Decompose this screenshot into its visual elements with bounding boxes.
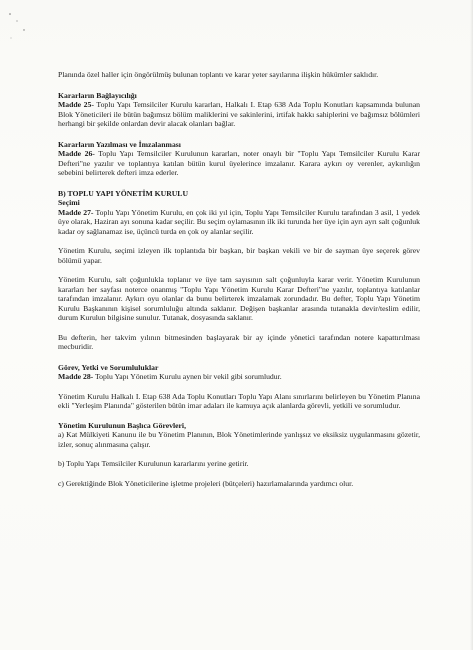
- part-b-subheading: Seçimi: [58, 198, 80, 207]
- article-25-label: Madde 25-: [58, 100, 94, 109]
- duty-item-b: b) Toplu Yapı Temsilciler Kurulunun kararlarını yerine getirir.: [58, 459, 249, 468]
- article-28-label: Madde 28-: [58, 372, 94, 381]
- article-26: [58, 149, 420, 178]
- document-body: [58, 70, 420, 488]
- duty-item-c: c) Gerektiğinde Blok Yöneticilerine işletme projeleri (bütçeleri) hazırlamalarında yardımcı olur.: [58, 478, 354, 488]
- duties-heading: Görev, Yetki ve Sorumluluklar: [58, 362, 159, 372]
- continuation-paragraph: Planında özel haller için öngörülmüş bulunan toplantı ve karar yeter sayılarına ilişkin hükümler saklıdır.: [58, 70, 379, 79]
- article-26-label: Madde 26-: [58, 149, 95, 158]
- scan-corner-marks: [6, 8, 36, 48]
- article-27: [58, 208, 420, 237]
- article-25-text: Toplu Yapı Temsilciler Kurulu kararları, Halkalı I. Etap 638 Ada Toplu Konutları kapsamında bulunan Blok Yöneticileri ile bütün bağımsız bölüm maliklerini ve sakinlerini, irtifak hakkı sahiplerini ve bağımsız bölümleri herhangi bir şekilde onlardan devir alacak olanları bağlar.: [58, 100, 420, 128]
- main-duties-heading: Yönetim Kurulunun Başlıca Görevleri,: [58, 420, 186, 430]
- board-decisions-paragraph: Yönetim Kurulu, salt çoğunlukla toplanır ve üye tam sayısının salt çoğunluyla karar verir. Yönetim Kurulunun kararları her sayfası noterce onanmış "Toplu Yapı Yönetim Kurulu Karar Defteri"ne yazılır, toplantıya katılanlar tarafından imzalanır. Aykırı oyu olanlar da bunu belirterek imzalamak zorundadır. Bu defter, Toplu Yapı Yönetim Kurulu Başkanının kişisel sorumluluğu altında saklanır. Değişen başkanlar arasında tutanakla devir/teslim edilir, durum Kurulun bilgisine sunulur. Tutanak, dosyasında saklanır.: [58, 275, 420, 322]
- section-heading-writing: Kararların Yazılması ve İmzalanması: [58, 139, 181, 149]
- section-heading-binding: Kararların Bağlayıcılığı: [58, 90, 137, 100]
- article-28: [58, 372, 420, 382]
- article-25: [58, 100, 420, 129]
- duty-item-a: a) Kat Mülkiyeti Kanunu ile bu Yönetim Planının, Blok Yönetimlerinde yanlışsız ve eksiksiz uygulanmasını gözetir, izler, sonuç alınmasına çalışır.: [58, 430, 420, 449]
- notary-paragraph: Bu defterin, her takvim yılının bitmesinden başlayarak bir ay içinde yönetici tarafından notere kapattırılması mecburidir.: [58, 332, 420, 351]
- article-28-text: Toplu Yapı Yönetim Kurulu aynen bir vekil gibi sorumludur.: [93, 372, 282, 381]
- article-27-text: Toplu Yapı Yönetim Kurulu, en çok iki yıl için, Toplu Yapı Temsilciler Kurulu tarafından 3 asil, 1 yedek üye olarak, Haziran ayı sonuna kadar seçilir. Bu seçim oylamasının ilk iki turunda her üye için ayrı ayrı salt çoğunluk kadar oy sağlanamaz ise, üçüncü turda en çok oy alanlar seçilir.: [58, 207, 420, 236]
- board-roles-paragraph: Yönetim Kurulu, seçimi izleyen ilk toplantıda bir başkan, bir başkan vekili ve bir de sayman üye seçerek görev bölümü yapar.: [58, 246, 420, 265]
- part-b-title: B) TOPLU YAPI YÖNETİM KURULU: [58, 188, 188, 198]
- article-26-text: Toplu Yapı Temsilciler Kurulunun kararları, noter onaylı bir "Toplu Yapı Temsilciler Kurulu Karar Defteri"ne yazılır ve toplantıya katılan bütün kurul üyelerince imzalanır. Karara aykırı oy verenler, aykırılığın sebebini belirterek defteri imza ederler.: [58, 149, 421, 177]
- scope-paragraph: Yönetim Kurulu Halkalı I. Etap 638 Ada Toplu Konutları Toplu Yapı Alanı sınırlarını belirleyen bu Yönetim Planına ekli "Yerleşim Planında" gösterilen bütün imar adaları ile kamuya açık alanlarda görevli, yetkili ve sorumludur.: [58, 391, 420, 410]
- article-27-label: Madde 27-: [58, 207, 94, 217]
